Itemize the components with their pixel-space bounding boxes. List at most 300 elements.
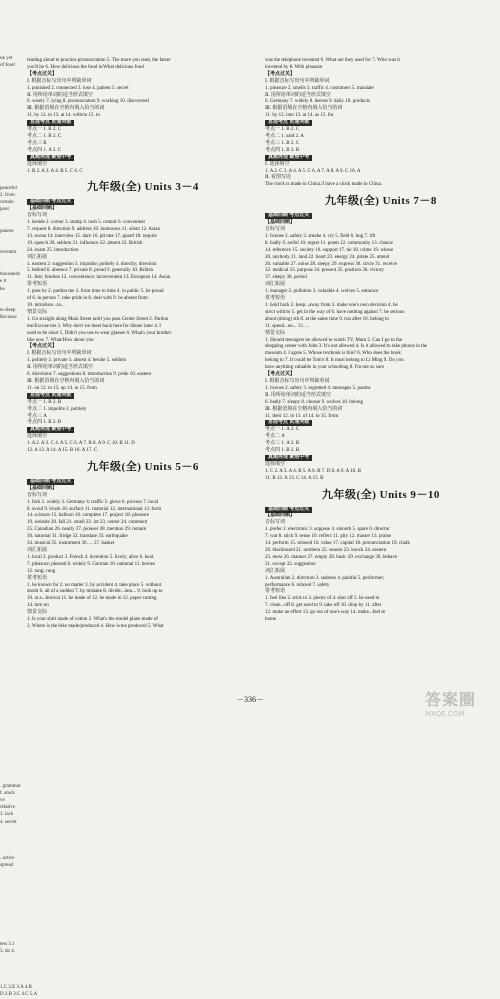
edge-line: ve bbox=[0, 797, 5, 803]
answer-line: Ⅰ. 根据音标写出句中所缺单词 bbox=[27, 78, 92, 84]
edge-line bbox=[0, 163, 24, 170]
section-banner-label: 真题再现 聚焦中考 bbox=[265, 155, 312, 161]
answer-line: 11. on 12. to 13. up 14. in 15. from bbox=[27, 385, 97, 391]
answer-line: of 6. in person 7. take pride in 8. deal with 9. be absent from bbox=[27, 296, 148, 302]
edge-line bbox=[0, 581, 24, 588]
edge-line bbox=[0, 336, 24, 343]
edge-line bbox=[0, 883, 24, 890]
edge-line bbox=[0, 177, 24, 184]
edge-line bbox=[0, 775, 24, 782]
unit-title: 九年级(全) Units 9－10 bbox=[322, 488, 440, 501]
answer-line: 12. rang; rung bbox=[27, 568, 56, 574]
edge-line bbox=[0, 170, 24, 177]
answer-line: belong to 7. It could be Tom's 8. It must belong to Li Ming 9. Do you bbox=[265, 358, 404, 364]
answer-line: 考点二 1. impolite 2. politely bbox=[27, 406, 87, 412]
edge-line: f. stuck bbox=[0, 790, 15, 796]
edge-line bbox=[0, 891, 24, 898]
edge-line bbox=[0, 264, 24, 271]
edge-line: of food bbox=[0, 63, 15, 69]
unit-title: 九年级(全) Units 7－8 bbox=[325, 195, 437, 208]
answer-line: 考点三 1. B 2. C bbox=[265, 140, 300, 146]
answer-line: Ⅱ. 用所给单词的适当形式填空 bbox=[265, 392, 331, 398]
answer-line: 14. scissors 15. balloon 16. complete 17. project 18. pleasure bbox=[27, 513, 149, 519]
answer-line: me/Excuse me 3. Why don't we meet back here for dinner later 4. I bbox=[27, 323, 161, 329]
edge-line: 4. secret bbox=[0, 819, 17, 825]
edge-line bbox=[0, 977, 24, 984]
edge-line: certain bbox=[0, 200, 14, 206]
section-banner bbox=[27, 155, 259, 162]
answer-line: 考点一 1. A 2. C bbox=[265, 427, 300, 433]
edge-line: 3. do 4. bbox=[0, 949, 15, 955]
answer-line: 1. license 2. safety 3. smoke 4. cry 5. field 6. hug 7. lift bbox=[265, 233, 376, 239]
edge-line: e it bbox=[0, 279, 7, 285]
answer-line: 常考短语 bbox=[27, 575, 48, 581]
edge-line: thousands bbox=[0, 272, 20, 278]
answer-line: 考点四 1. B 2. B bbox=[27, 420, 62, 426]
answer-line: 选择填空 bbox=[265, 461, 286, 467]
edge-line bbox=[0, 430, 24, 437]
answer-line: 考点二 A bbox=[265, 434, 285, 440]
edge-line bbox=[0, 437, 24, 444]
edge-line: reventor bbox=[0, 250, 17, 256]
edge-line bbox=[0, 458, 24, 465]
edge-line bbox=[0, 919, 24, 926]
section-banner bbox=[27, 199, 259, 206]
edge-line bbox=[0, 710, 24, 717]
answer-line: museum 4. I agree 5. Whose textbook is this? 6. Who does the book bbox=[265, 351, 401, 357]
section-banner bbox=[27, 427, 259, 434]
edge-line bbox=[0, 624, 24, 631]
section-banner-label: 基础回顾 考点过关 bbox=[265, 213, 312, 219]
edge-line bbox=[0, 69, 24, 76]
edge-line: . active bbox=[0, 855, 15, 861]
edge-line bbox=[0, 91, 24, 98]
section-banner-label: 真题再现 聚焦中考 bbox=[27, 427, 74, 433]
answer-line: 考点四 1. A 2. C bbox=[27, 147, 62, 153]
answer-line: 10. introduce...to... bbox=[27, 303, 65, 308]
answer-line: 11. fear; fearless 12. convenience; inconvenient 13. European 14. Asian bbox=[27, 275, 171, 281]
answer-line: 11. by 12. into 13. at 14. as 15. for bbox=[265, 113, 334, 119]
edge-line bbox=[0, 638, 24, 645]
answer-line: 19. website 20. fall 21. smell 22. lot 23. center 24. comment bbox=[27, 520, 148, 526]
edge-line: panese bbox=[0, 228, 14, 234]
edge-line bbox=[0, 718, 24, 725]
section-heading: 【基础回顾】 bbox=[27, 206, 58, 212]
edge-line: poor bbox=[0, 207, 10, 213]
answer-line: Ⅰ. 根据音标写出句中所缺单词 bbox=[265, 378, 330, 384]
answer-line: 12. make an effort 13. go out of one's way 14. make...feel at bbox=[265, 610, 385, 616]
answer-line: 32. medical 33. purpose 34. present 35. position 36. victory bbox=[265, 268, 384, 274]
edge-line: 2. from bbox=[0, 192, 15, 198]
section-banner-label: 基础回顾 考点过关 bbox=[27, 479, 74, 485]
answer-line: shopping center with John 3. It's not allowed 4. Is it allowed to take photos in the bbox=[265, 344, 428, 350]
edge-line bbox=[0, 840, 24, 847]
answer-line: 5. behind 6. absence 7. private 8. proud 9. generally 10. British bbox=[27, 268, 153, 274]
edge-line: he bbox=[0, 286, 5, 292]
edge-line bbox=[0, 487, 24, 494]
edge-line bbox=[0, 221, 24, 228]
answer-line: 考点二 1. B 2. C bbox=[27, 133, 62, 139]
edge-line: Because bbox=[0, 315, 17, 321]
answer-line: used to be short 5. Didn't you use to wear glasses 6. What's your brother bbox=[27, 330, 172, 336]
answer-line: 情景交际 bbox=[265, 330, 286, 336]
edge-line bbox=[0, 631, 24, 638]
edge-line bbox=[0, 379, 24, 386]
answer-line: doubt 6. all of a sudden 7. by mistake 8. divide...into... 9. look up to bbox=[27, 589, 163, 595]
edge-line bbox=[0, 134, 24, 141]
section-banner bbox=[27, 120, 259, 127]
answer-line: 1. local 2. product 3. French 4. invention 5. lively; alive 6. heat bbox=[27, 554, 154, 560]
edge-line bbox=[0, 372, 24, 379]
watermark-url: MXQE.COM bbox=[425, 710, 465, 718]
answer-line: 1. A 2. C 3. A 4. A 5. C 6. A 7. A 8. A 9. C 10. A bbox=[265, 168, 361, 174]
answer-line: invented by 8. With pleasure bbox=[265, 64, 323, 70]
edge-line bbox=[0, 350, 24, 357]
edge-line bbox=[0, 257, 24, 264]
edge-line bbox=[0, 732, 24, 739]
answer-line: was the telephone invented 6. What are they used for 7. Who was it bbox=[265, 58, 400, 63]
edge-line bbox=[0, 120, 24, 127]
edge-line bbox=[0, 329, 24, 336]
edge-line bbox=[0, 343, 24, 350]
answer-line: 14. reference 15. society 16. support 17. tie 18. crime 19. whose bbox=[265, 247, 394, 253]
edge-line bbox=[0, 105, 24, 112]
answer-line: 34. musical 35. instrument 36. ... 37. basket bbox=[27, 541, 115, 547]
edge-line bbox=[0, 660, 24, 667]
right-column bbox=[265, 58, 497, 624]
edge-line bbox=[0, 833, 24, 840]
answer-line: 1. Is your shirt made of cotton 2. What's the model plane made of bbox=[27, 617, 158, 623]
answer-line: Ⅱ. 用所给单词的适当形式填空 bbox=[27, 92, 93, 98]
answer-line: 11. spend...on... 12. ... bbox=[265, 323, 309, 329]
answer-line: 6. wisely 7. lying 8. pronunciation 9. working 10. discovered bbox=[27, 99, 149, 105]
edge-line bbox=[0, 768, 24, 775]
section-banner bbox=[265, 455, 497, 462]
edge-line bbox=[0, 156, 24, 163]
edge-line: ok yet bbox=[0, 56, 13, 61]
edge-line bbox=[0, 494, 24, 501]
edge-line: 1.C 2.E 3.A 4.B bbox=[0, 985, 32, 991]
answer-line: 11. by 12. to 13. at 14. with/to 15. to bbox=[27, 113, 100, 119]
edge-line bbox=[0, 739, 24, 746]
watermark-logo bbox=[425, 690, 493, 730]
edge-line: . grammar bbox=[0, 783, 21, 789]
answer-line: 常考短语 bbox=[265, 589, 286, 595]
answer-line: 25. mess 26. manner 27. empty 28. basic 29. exchange 30. behave bbox=[265, 554, 398, 560]
edge-line bbox=[0, 530, 24, 537]
answer-line: 选择填空 bbox=[27, 434, 48, 440]
edge-line bbox=[0, 912, 24, 919]
edge-line: spread bbox=[0, 862, 14, 868]
answer-line: 20. blackboard 21. northern 22. season 23. knock 24. eastern bbox=[265, 548, 387, 553]
answer-line: 1. pass by 2. pardon me 3. from time to time 4. in public 5. be proud bbox=[27, 289, 164, 295]
answer-line: 13. ocean 14. interview 15. dare 16. private 17. guard 18. require bbox=[27, 233, 157, 239]
edge-line bbox=[0, 674, 24, 681]
edge-line: peaceful bbox=[0, 185, 17, 191]
section-heading: 【考点过关】 bbox=[265, 372, 296, 378]
edge-line bbox=[0, 444, 24, 451]
answer-line: 19. speech 20. seldom 21. influence 22. absent 23. British bbox=[27, 240, 143, 246]
left-column bbox=[27, 58, 259, 631]
answer-line: 1. C 2. A 3. A 4. B 5. A 6. B 7. D 8. A 9. A 10. B bbox=[265, 468, 361, 474]
answer-line: 考点三 B bbox=[27, 140, 47, 146]
unit-title: 九年级(全) Units 3－4 bbox=[87, 181, 199, 194]
edge-line: relative bbox=[0, 805, 15, 811]
answer-line: 音标写词 bbox=[27, 213, 48, 219]
section-heading: 【基础回顾】 bbox=[265, 513, 296, 519]
answer-line: Ⅱ. 用所给单词的适当形式填空 bbox=[265, 92, 331, 98]
answer-line: 1. Go straight along Main Street until you pass Center Street 2. Pardon bbox=[27, 316, 169, 322]
edge-line bbox=[0, 595, 24, 602]
edge-line bbox=[0, 149, 24, 156]
edge-line bbox=[0, 473, 24, 480]
answer-line: home bbox=[265, 617, 277, 623]
answer-line: 1. prefer 2. electronic 3. suppose 4. smooth 5. spare 6. director bbox=[265, 527, 390, 533]
watermark-title: 答案圈 bbox=[425, 690, 477, 709]
answer-line: 14. turn on bbox=[27, 603, 49, 609]
answer-line: 1. feel like 2. stick to 3. plenty of 4. shut off 5. be used to bbox=[265, 596, 380, 602]
answer-line: 20. anybody 21. land 22. heart 23. energy 24. pirate 25. attend bbox=[265, 254, 390, 260]
answer-line: 1. license 2. safety 3. regretted 4. messages 5. poems bbox=[265, 385, 371, 391]
edge-line bbox=[0, 300, 24, 307]
edge-line bbox=[0, 235, 24, 242]
edge-line bbox=[0, 905, 24, 912]
edge-line bbox=[0, 927, 24, 934]
answer-line: The clock is made in China./I have a clock made in China. bbox=[265, 182, 383, 188]
edge-line bbox=[0, 141, 24, 148]
edge-line bbox=[0, 451, 24, 458]
answer-line: 考点三 A bbox=[27, 413, 47, 419]
edge-line bbox=[0, 509, 24, 516]
answer-line: 1. A 2. A 3. C 4. A 5. C 6. A 7. B 8. A 9. C 10. B 11. D bbox=[27, 441, 135, 447]
answer-line: 情景交际 bbox=[27, 309, 48, 315]
edge-line bbox=[0, 970, 24, 977]
answer-line: 1. Should teenagers be allowed to watch TV, Mum 2. Can I go to the bbox=[265, 337, 403, 343]
answer-line: 6. directions 7. suggestions 8. introduction 9. pride 10. eastern bbox=[27, 372, 152, 378]
section-heading: 【考点过关】 bbox=[27, 344, 58, 350]
edge-line bbox=[0, 667, 24, 674]
edge-line bbox=[0, 682, 24, 689]
edge-line bbox=[0, 646, 24, 653]
edge-line bbox=[0, 415, 24, 422]
answer-line: Ⅱ. 看图写话 bbox=[265, 175, 291, 181]
edge-line bbox=[0, 876, 24, 883]
answer-line: 6. Germany 7. widely 8. heroes 9. daily 10. products bbox=[265, 99, 370, 105]
answer-line: 14. perform 15. relaxed 16. value 17. capital 18. pronunciation 19. chalk bbox=[265, 541, 410, 547]
answer-line: 考点二 1. said 2. A bbox=[265, 133, 304, 139]
answer-line: 30. national 31. fridge 32. translate 33. earthquake bbox=[27, 534, 128, 540]
edge-line bbox=[0, 963, 24, 970]
section-banner bbox=[265, 155, 497, 162]
section-banner-label: 易混考点 贯通突破 bbox=[265, 420, 312, 426]
edge-line bbox=[0, 394, 24, 401]
answer-line: Ⅰ. 根据音标写出句中所缺单词 bbox=[27, 351, 92, 357]
answer-line: 常考短语 bbox=[27, 282, 48, 288]
answer-line: 1. fork 2. widely 3. Germany 4. traffic 5. glove 6. process 7. local bbox=[27, 499, 158, 505]
answer-line: Ⅲ. 根据语境在空格内填入恰当的词 bbox=[265, 106, 343, 112]
answer-line: 1. hold back 2. keep...away from 3. make one's own decision 4. be bbox=[265, 303, 398, 308]
edge-line bbox=[0, 358, 24, 365]
edge-line bbox=[0, 566, 24, 573]
answer-line: Ⅲ. 根据语境在空格内填入恰当的词 bbox=[27, 106, 105, 112]
edge-line bbox=[0, 127, 24, 134]
edge-line bbox=[0, 617, 24, 624]
edge-line bbox=[0, 466, 24, 473]
edge-line bbox=[0, 293, 24, 300]
edge-line bbox=[0, 538, 24, 545]
edge-line bbox=[0, 77, 24, 84]
edge-line bbox=[0, 84, 24, 91]
edge-line bbox=[0, 365, 24, 372]
edge-line bbox=[0, 242, 24, 249]
edge-line: test 3.1 bbox=[0, 941, 15, 947]
answer-line: Ⅲ. 根据语境在空格内填入恰当的词 bbox=[27, 378, 105, 384]
answer-line: 31. except 32. suggestion bbox=[265, 561, 316, 567]
answer-line: Ⅱ. 用所给单词的适当形式填空 bbox=[27, 365, 93, 371]
edge-line bbox=[0, 559, 24, 566]
section-banner bbox=[265, 213, 497, 220]
answer-line: 1. eastern 2. suggestion 3. impolite; politely 4. directly; direction bbox=[27, 261, 157, 267]
edge-line bbox=[0, 322, 24, 329]
section-banner bbox=[265, 420, 497, 427]
edge-line bbox=[0, 826, 24, 833]
section-banner-label: 易混考点 贯通突破 bbox=[27, 120, 74, 126]
edge-line bbox=[0, 602, 24, 609]
edge-line bbox=[0, 516, 24, 523]
edge-line bbox=[0, 480, 24, 487]
answer-line: 12. A 13. A 14. A 15. B 16. A 17. C bbox=[27, 448, 98, 454]
answer-line: 音标写词 bbox=[265, 520, 286, 526]
section-banner-label: 真题再现 聚焦中考 bbox=[27, 155, 74, 161]
answer-line: 考点三 1. A 2. B bbox=[265, 441, 300, 447]
edge-line bbox=[0, 408, 24, 415]
section-banner-label: 易混考点 贯通突破 bbox=[27, 393, 74, 399]
edge-line: D 2.B 3.C 4.C 5.A bbox=[0, 992, 38, 998]
answer-line: Ⅲ. 根据语境在空格内填入恰当的词 bbox=[265, 406, 343, 412]
edge-line bbox=[0, 725, 24, 732]
answer-line: performance 6. relaxed 7. safety bbox=[265, 582, 330, 588]
edge-line bbox=[0, 754, 24, 761]
answer-line: you'll be 6. How delicious the food is/What delicious food bbox=[27, 64, 144, 70]
section-banner bbox=[27, 479, 259, 486]
answer-line: 音标写词 bbox=[265, 227, 286, 233]
edge-line bbox=[0, 422, 24, 429]
edge-line bbox=[0, 552, 24, 559]
section-heading: 【基础回顾】 bbox=[27, 485, 58, 491]
answer-line: reading aloud to practice pronunciation 5. The more you read, the faster bbox=[27, 58, 171, 63]
answer-line: 1. beside 2. corner 3. stamp 4. rush 5. central 6. convenient bbox=[27, 220, 145, 226]
section-heading: 【考点过关】 bbox=[27, 71, 58, 77]
edge-line bbox=[0, 545, 24, 552]
edge-line bbox=[0, 213, 24, 220]
section-banner-label: 真题再现 聚焦中考 bbox=[265, 455, 312, 461]
section-banner bbox=[265, 507, 497, 514]
answer-line: 考点四 1. B 2. B bbox=[265, 147, 300, 153]
answer-line: 8. badly 9. awful 10. regret 11. poem 12. community 13. chance bbox=[265, 240, 393, 246]
edge-line bbox=[0, 898, 24, 905]
answer-line: 1. pleasure 2. smells 3. traffic 4. customers 5. translate bbox=[265, 85, 374, 91]
answer-line: 7. clean...off 8. get used to 9. take off 10. drop by 11. after bbox=[265, 603, 382, 609]
answer-line: 词汇拓展 bbox=[265, 568, 286, 574]
edge-line bbox=[0, 588, 24, 595]
section-banner bbox=[265, 120, 497, 127]
answer-line: strict with/to 5. get in the way of 6. have nothing against 7. be serious bbox=[265, 309, 405, 315]
answer-line: 10. at a...festival 11. be made of 12. be made in 12. paper cutting bbox=[27, 596, 157, 602]
edge-line: to sleep bbox=[0, 308, 16, 314]
answer-line: 1. manager 2. pollution 3. valuable 4. wolves 5. entrance bbox=[265, 289, 379, 295]
edge-line: 3. lack bbox=[0, 812, 14, 818]
answer-line: 25. Canadian 26. nearly 27. pioneer 28. mention 29. remain bbox=[27, 527, 147, 533]
answer-line: 8. avoid 9. brush 10. surface 11. material 12. international 13. form bbox=[27, 506, 162, 512]
section-banner-label: 基础回顾 考点过关 bbox=[265, 507, 312, 513]
edge-line bbox=[0, 98, 24, 105]
answer-line: 1. Australian 2. direction 3. sadness 4. painful 5. performer; bbox=[265, 575, 385, 581]
answer-line: about (doing) sth 8. at the same time 9. run after 10. belong to bbox=[265, 316, 389, 322]
answer-line: 37. sleepy 38. period bbox=[265, 275, 307, 281]
answer-line: 选择填空 bbox=[27, 161, 48, 167]
edge-line bbox=[0, 653, 24, 660]
edge-line bbox=[0, 761, 24, 768]
edge-line bbox=[0, 869, 24, 876]
answer-line: Ⅰ. 根据音标写出句中所缺单词 bbox=[265, 78, 330, 84]
answer-line: 7. war 8. stick 9. sense 10. reflect 11. pity 12. master 13. praise bbox=[265, 534, 391, 540]
answer-line: 11. their 12. in 13. of 14. to 15. from bbox=[265, 413, 339, 419]
answer-line: 考点四 1. B 2. B bbox=[265, 448, 300, 454]
edge-line bbox=[0, 386, 24, 393]
page-number: －336－ bbox=[236, 695, 264, 704]
answer-line: 考点一 1. B 2. C bbox=[27, 127, 62, 133]
edge-line bbox=[0, 955, 24, 962]
answer-line: 7. pleasure; pleased 8. widely 9. German 10. national 11. heroes bbox=[27, 561, 155, 567]
edge-line bbox=[0, 747, 24, 754]
answer-line: 情景交际 bbox=[27, 610, 48, 616]
edge-line bbox=[0, 523, 24, 530]
answer-line: 1. politely 2. private 3. absent 4. beside 5. seldom bbox=[27, 358, 127, 364]
answer-line: 考点一 1. B 2. C bbox=[265, 127, 300, 133]
section-banner-label: 基础回顾 考点过关 bbox=[27, 199, 74, 205]
answer-line: 常考短语 bbox=[265, 296, 286, 302]
answer-line: 7. request 8. direction 9. address 10. humorous 11. silent 12. Asian bbox=[27, 227, 160, 233]
answer-line: 11. B 12. A 13. C 14. A 15. B bbox=[265, 475, 324, 481]
answer-line: 1. B 2. A 3. A 4. B 5. C 6. C bbox=[27, 168, 83, 174]
edge-line bbox=[0, 401, 24, 408]
section-banner-label: 易混考点 贯通突破 bbox=[265, 120, 312, 126]
answer-line: 词汇拓展 bbox=[27, 548, 48, 553]
answer-line: 1. be known for 2. no matter 3. by accident 4. take place 5. without bbox=[27, 582, 161, 588]
answer-line: 1. punished 2. connected 3. lose 4. patient 5. secret bbox=[27, 85, 129, 91]
answer-line: 6. badly 7. sleepy 8. choose 9. wolves 10. belong bbox=[265, 399, 364, 405]
section-banner bbox=[27, 393, 259, 400]
section-heading: 【考点过关】 bbox=[265, 71, 296, 77]
answer-line: 音标写词 bbox=[27, 492, 48, 498]
answer-line: have anything valuable in your schoolbag 8. I'm not so sure bbox=[265, 365, 385, 371]
section-heading: 【基础回顾】 bbox=[265, 220, 296, 226]
answer-line: 3. Where is the bike made/produced 4. How is tea produced 5. What bbox=[27, 623, 164, 629]
answer-line: 词汇拓展 bbox=[265, 282, 286, 288]
edge-line bbox=[0, 847, 24, 854]
answer-line: 考点一 1. B 2. B bbox=[27, 399, 62, 405]
edge-line bbox=[0, 574, 24, 581]
answer-line: 26. valuable 27. noise 28. sleepy 29. express 30. circle 31. receive bbox=[265, 261, 398, 267]
edge-line bbox=[0, 934, 24, 941]
answer-line: like now 7. What/How about you bbox=[27, 337, 94, 343]
unit-title: 九年级(全) Units 5－6 bbox=[87, 460, 199, 473]
edge-line bbox=[0, 502, 24, 509]
edge-line bbox=[0, 113, 24, 120]
edge-line bbox=[0, 610, 24, 617]
answer-line: 词汇拓展 bbox=[27, 254, 48, 260]
answer-line: Ⅰ. 选择填空 bbox=[265, 161, 290, 167]
